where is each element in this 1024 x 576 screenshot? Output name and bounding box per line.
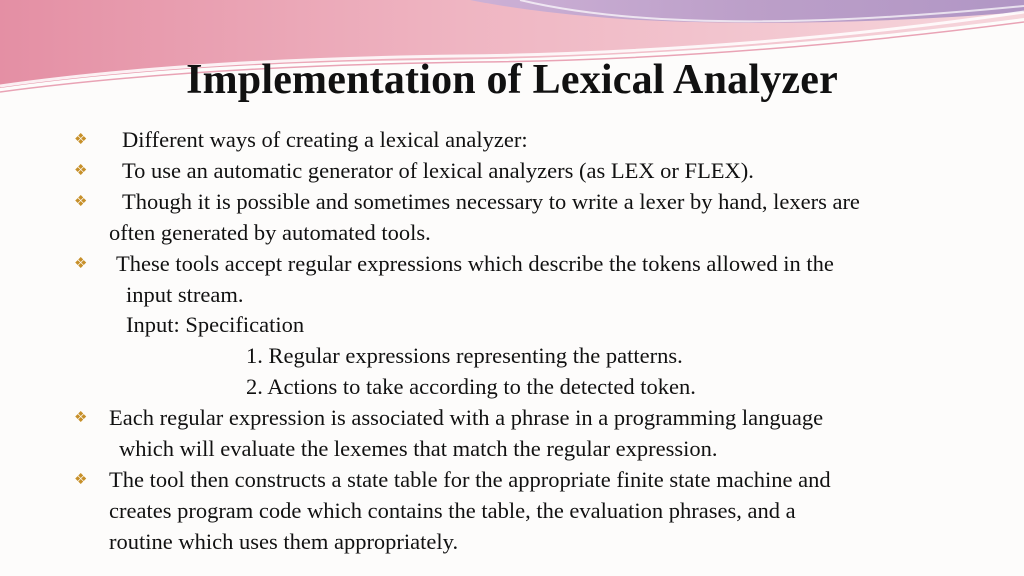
diamond-bullet-icon: ❖ [74,472,88,488]
bullet-text-line: The tool then constructs a state table for the appropriate finite state machine and [109,467,831,492]
diamond-bullet-icon: ❖ [74,132,88,148]
bullet-text-line: routine which uses them appropriately. [109,529,459,554]
bullet-text-line: Different ways of creating a lexical analyzer: [122,127,528,152]
diamond-bullet-icon: ❖ [74,163,88,179]
bullet-text-line: creates program code which contains the table, the evaluation phrases, and a [109,498,796,523]
bullet-text-line: To use an automatic generator of lexical analyzers (as LEX or FLEX). [122,158,754,183]
diamond-bullet-icon: ❖ [74,194,88,210]
diamond-bullet-icon: ❖ [74,410,88,426]
bullet-text-line: These tools accept regular expressions which describe the tokens allowed in the [116,251,834,276]
bullet-text-line: often generated by automated tools. [109,220,431,245]
slide-title: Implementation of Lexical Analyzer [186,57,838,103]
bullet-text-line: Though it is possible and sometimes necessary to write a lexer by hand, lexers are [122,189,860,214]
bullet-text-line: input stream. [126,282,244,307]
bullet-text-line: 2. Actions to take according to the detected token. [246,374,696,399]
bullet-text-line: which will evaluate the lexemes that match the regular expression. [119,436,718,461]
bullet-text-line: Input: Specification [126,312,305,337]
diamond-bullet-icon: ❖ [74,256,88,272]
bullet-text-line: 1. Regular expressions representing the patterns. [246,343,683,368]
bullet-text-line: Each regular expression is associated with a phrase in a programming language [109,405,824,430]
